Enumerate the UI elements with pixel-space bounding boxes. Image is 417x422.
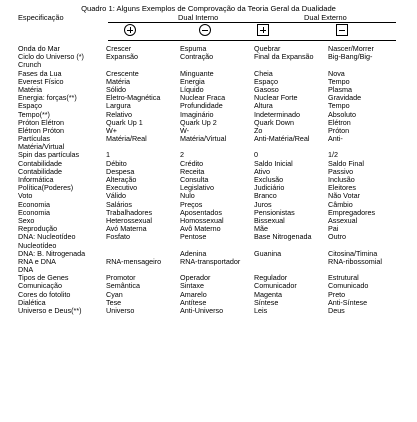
table-cell: Fosfato [106,232,130,242]
table-cell: Quark Up 1 [106,117,143,127]
table-cell: Saldo Inicial [254,158,293,168]
row-label: Matéria/Virtual [18,142,65,152]
table-cell: Tempo [328,76,350,86]
row-label: Contabilidade [18,158,62,168]
table-cell: Quark Up 2 [180,117,217,127]
table-cell: 1 [106,150,110,160]
table-cell: Profundidade [180,101,223,111]
table-cell: Matéria/Real [106,134,147,144]
row-label: Informática [18,175,54,184]
table-cell: Comunicador [254,281,297,291]
row-label: Economia [18,199,50,209]
table-cell: Quebrar [254,44,281,53]
table-cell: Adenina [180,248,207,258]
row-label: Universo e Deus(**) [18,306,82,315]
circle-minus-icon [199,24,211,36]
table-cell: Aposentados [180,207,222,217]
table-cell: Amarelo [180,289,207,299]
table-cell: Crédito [180,158,204,168]
table-cell: 0 [254,150,258,160]
row-label: Nucleotídeo [18,240,57,250]
row-label: DNA [18,265,34,275]
row-label: Onda do Mar [18,44,60,53]
table-cell: Judiciário [254,183,285,193]
table-cell: Gravidade [328,93,362,103]
table-cell: Líquido [180,84,204,94]
table-cell: Ativo [254,166,270,176]
table-cell: Relativo [106,109,132,119]
square-plus-icon [257,24,269,36]
table-cell: Passivo [328,166,354,176]
table-cell: Juros [254,199,272,209]
row-label: Ciclo do Universo (*) [18,52,84,62]
table-cell: Tempo [328,101,350,111]
row-label: Tipos de Genes [18,273,69,283]
row-label: DNA: B. Nitrogenada [18,248,86,258]
row-label: Política(Poderes) [18,183,74,193]
table-cell: Câmbio [328,199,353,209]
table-cell: Heterossexual [106,215,152,225]
table-cell: Alteração [106,175,137,184]
table-cell: Matéria [106,76,130,86]
table-cell: Gasoso [254,84,279,94]
table-cell: Anti-Síntese [328,297,368,307]
table-cell: Espuma [180,44,207,53]
table-cell: RNA-ribossomial [328,256,382,266]
table-cell: Consulta [180,175,209,184]
column-group-dual-interno: Dual Interno [178,13,219,22]
table-cell: Não Votar [328,191,360,201]
row-label: Spin das partículas [18,150,80,160]
table-cell: Crescente [106,68,139,78]
table-cell: Guanina [254,248,282,258]
symbols-bottom-rule [108,40,396,41]
table-cell: Débito [106,158,127,168]
table-cell: Zo [254,125,263,135]
table-cell: Universo [106,306,135,315]
table-cell: Imaginário [180,109,214,119]
table-cell: 1/2 [328,150,338,160]
table-cell: W+ [106,125,117,135]
row-label: Crunch [18,60,42,70]
table-cell: Nulo [180,191,195,201]
table-cell: Exclusão [254,175,284,184]
table-cell: Antítese [180,297,207,307]
row-label: Partículas [18,134,50,144]
table-cell: Espaço [254,76,278,86]
table-cell: Cheia [254,68,273,78]
table-cell: Sólido [106,84,126,94]
row-label: Reprodução [18,224,58,234]
row-label: Elétron Próton [18,125,64,135]
table-cell: Avó Materna [106,224,147,234]
table-cell: Anti-Universo [180,306,224,315]
table-cell: Crescer [106,44,132,53]
table-cell: Outro [328,232,346,242]
table-cell: Leis [254,306,268,315]
table-cell: Preto [328,289,346,299]
table-title: Quadro 1: Alguns Exemplos de Comprovação da Teoria Geral da Dualidade [81,4,336,13]
table-cell: Regulador [254,273,288,283]
row-label: Economia [18,207,50,217]
table-cell: Citosina/Timina [328,248,378,258]
table-cell: Altura [254,101,273,111]
table-cell: Big-Bang/Big- [328,52,373,62]
table-cell: Síntese [254,297,279,307]
table-cell: RNA-mensageiro [106,256,162,266]
table-cell: Semântica [106,281,140,291]
table-cell: Pensionistas [254,207,295,217]
table-cell: Nascer/Morrer [328,44,374,53]
table-cell: Base Nitrogenada [254,232,312,242]
table-cell: Comunicado [328,281,369,291]
table-cell: Deus [328,306,345,315]
row-label: Everest Físico [18,76,64,86]
table-cell: Operador [180,273,211,283]
table-cell: Legislativo [180,183,214,193]
table-cell: Homossexual [180,215,224,225]
table-cell: W- [180,125,190,135]
dual-externo-rule [252,22,396,23]
table-cell: Nuclear Forte [254,93,298,103]
table-cell: Inclusão [328,175,355,184]
table-cell: Matéria/Virtual [180,134,227,144]
table-cell: Trabalhadores [106,207,153,217]
row-label: Contabilidade [18,166,62,176]
row-label: Cores do fotolito [18,289,71,299]
table-cell: Nuclear Fraca [180,93,226,103]
table-cell: Sintaxe [180,281,204,291]
table-cell: Indeterminado [254,109,300,119]
table-cell: Magenta [254,289,282,299]
column-header-especificacao: Especificação [18,13,64,22]
table-cell: Quark Down [254,117,294,127]
table-cell: Plasma [328,84,352,94]
table-cell: Avô Materno [180,224,221,234]
row-label: Fases da Lua [18,68,62,78]
table-cell: 2 [180,150,184,160]
table-cell: Contração [180,52,214,62]
row-label: Espaço [18,101,42,111]
table-cell: Estrutural [328,273,359,283]
table-cell: Nova [328,68,345,78]
table-cell: Próton [328,125,350,135]
table-cell: Final da Expansão [254,52,314,62]
table-cell: Saldo Final [328,158,364,168]
table-cell: Receita [180,166,205,176]
row-label: Comunicação [18,281,62,291]
row-label: Energia: forças(**) [18,93,77,103]
row-label: DNA: Nucleotídeo [18,232,76,242]
row-label: Voto [18,191,33,201]
table-cell: Tese [106,297,122,307]
row-label: Tempo(**) [18,109,50,119]
table-cell: Despesa [106,166,135,176]
table-cell: Anti-Matéria/Real [254,134,310,144]
table-cell: Assexual [328,215,358,225]
table-cell: Absoluto [328,109,356,119]
table-cell: Eleitores [328,183,356,193]
circle-plus-icon [124,24,136,36]
row-label: RNA e DNA [18,256,56,266]
table-cell: Preços [180,199,203,209]
table-cell: Cyan [106,289,123,299]
table-cell: RNA-transportador [180,256,241,266]
table-cell: Executivo [106,183,138,193]
row-label: Dialética [18,297,46,307]
dual-interno-rule [108,22,253,23]
table-cell: Anti- [328,134,343,144]
table-cell: Bissexual [254,215,285,225]
table-cell: Elétron [328,117,351,127]
table-cell: Pentose [180,232,207,242]
row-label: Próton Elétron [18,117,64,127]
table-cell: Eletro-Magnética [106,93,161,103]
table-cell: Salários [106,199,132,209]
column-group-dual-externo: Dual Externo [304,13,347,22]
table-cell: Promotor [106,273,136,283]
table-cell: Largura [106,101,131,111]
table-cell: Expansão [106,52,138,62]
table-cell: Energia [180,76,205,86]
table-cell: Minguante [180,68,214,78]
table-cell: Empregadores [328,207,376,217]
row-label: Sexo [18,215,35,225]
row-label: Matéria [18,84,42,94]
table-cell: Pai [328,224,339,234]
table-cell: Mãe [254,224,268,234]
square-minus-icon [336,24,348,36]
table-cell: Válido [106,191,126,201]
table-cell: Branco [254,191,277,201]
